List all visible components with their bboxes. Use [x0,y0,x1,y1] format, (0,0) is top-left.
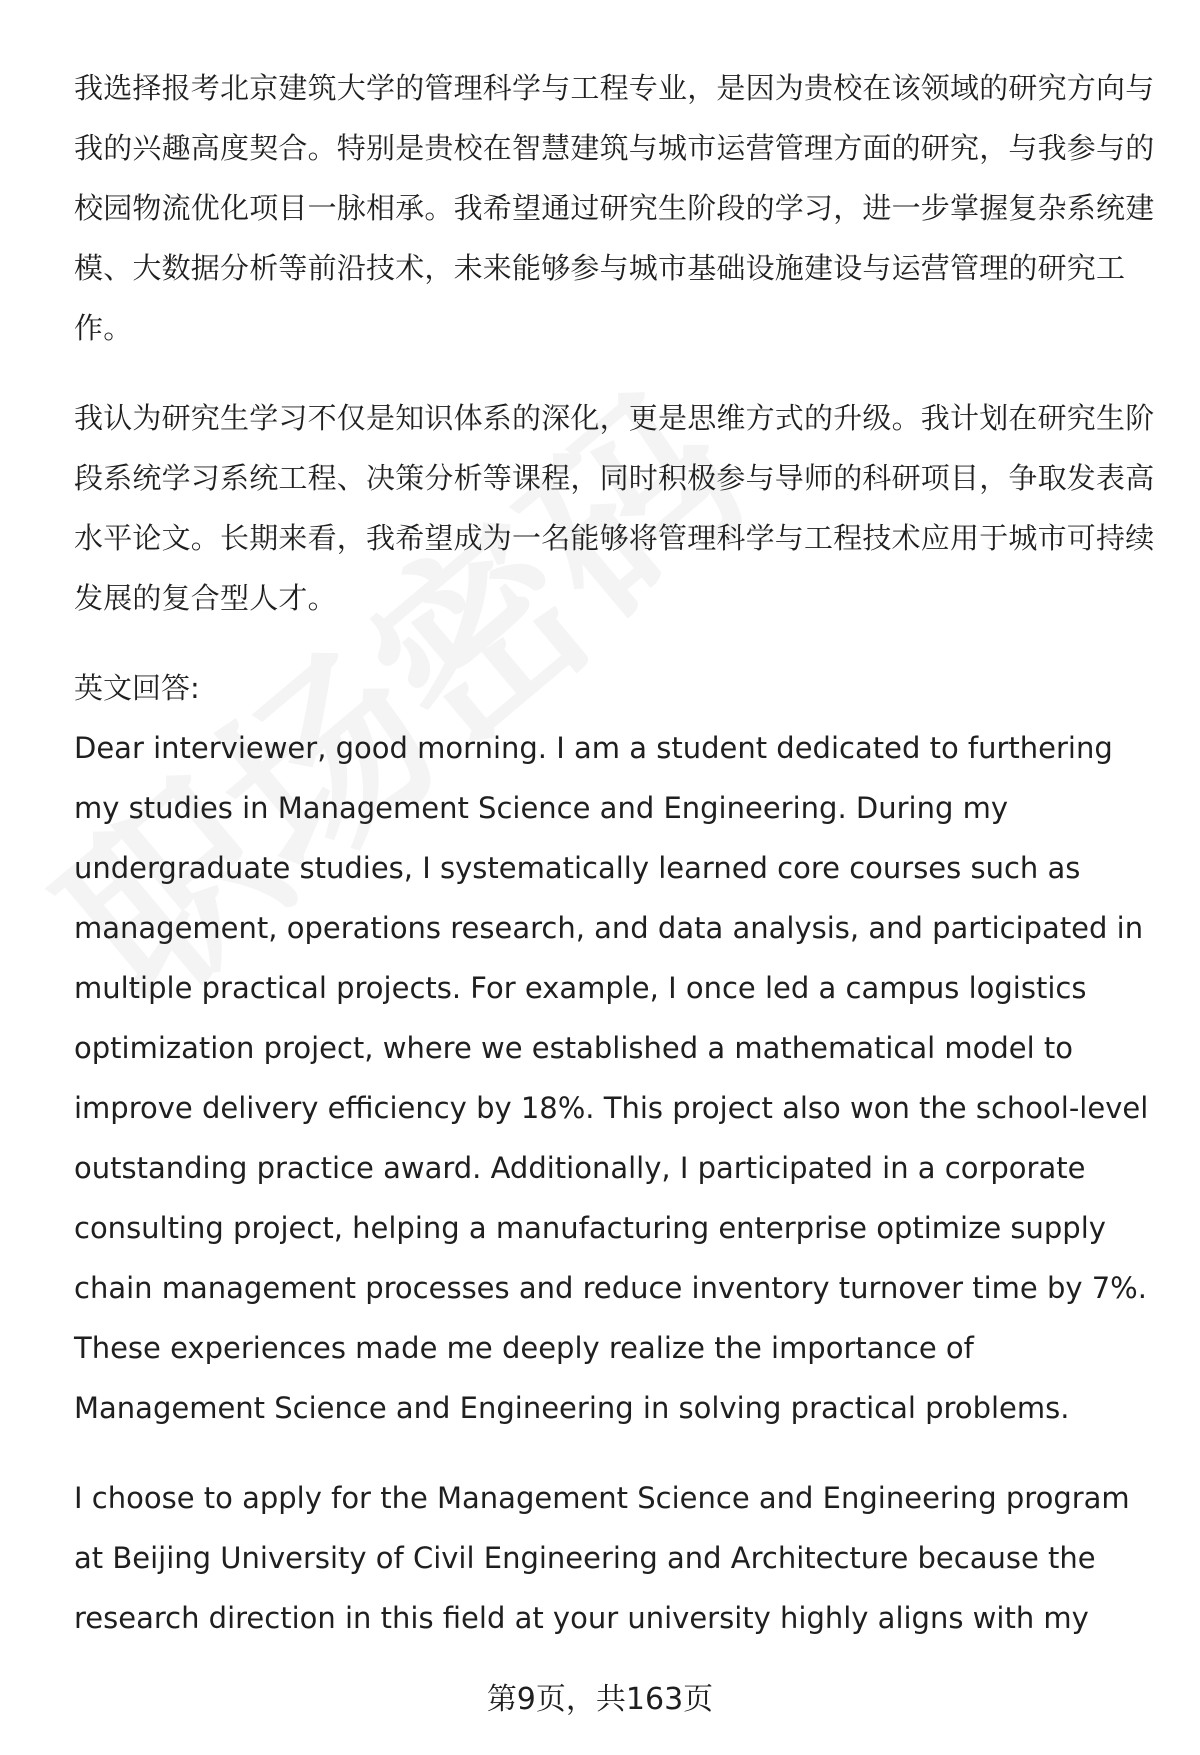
english-answer-label: 英文回答: [74,671,200,705]
document-page [74,58,1164,1648]
chinese-paragraph-1: 我选择报考北京建筑大学的管理科学与工程专业，是因为贵校在该领域的研究方向与我的兴趣高度契合。特别是贵校在智慧建筑与城市运营管理方面的研究，与我参与的校园物流优化项目一脉相承。我希望通过研究生阶段的学习，进一步掌握复杂系统建模、大数据分析等前沿技术，未来能够参与城市基础设施建设与运营管理的研究工作。 [74,71,1155,345]
page-footer [0,1680,1200,1720]
page-indicator: 第9页，共163页 [486,1682,714,1717]
chinese-paragraph-2: 我认为研究生学习不仅是知识体系的深化，更是思维方式的升级。我计划在研究生阶段系统学习系统工程、决策分析等课程，同时积极参与导师的科研项目，争取发表高水平论文。长期来看，我希望成为一名能够将管理科学与工程技术应用于城市可持续发展的复合型人才。 [74,401,1155,615]
english-paragraph-1: Dear interviewer, good morning. I am a student dedicated to furthering my studies in Management Science and Engineering. During my undergraduate studies, I systematically learned core courses such as management, operations research, and data analysis, and participated in multiple practical projects. For example, I once led a campus logistics optimization project, where we established a mathematical model to improve delivery efficiency by 18%. This project also won the school-level outstanding practice award. Additionally, I participated in a corporate consulting project, helping a manufacturing enterprise optimize supply chain management processes and reduce inventory turnover time by 7%. These experiences made me deeply realize the importance of Management Science and Engineering in solving practical problems. [74,731,1149,1425]
english-paragraph-2: I choose to apply for the Management Science and Engineering program at Beijing University of Civil Engineering and Architecture because the research direction in this field at your university highly aligns with my [74,1481,1130,1635]
